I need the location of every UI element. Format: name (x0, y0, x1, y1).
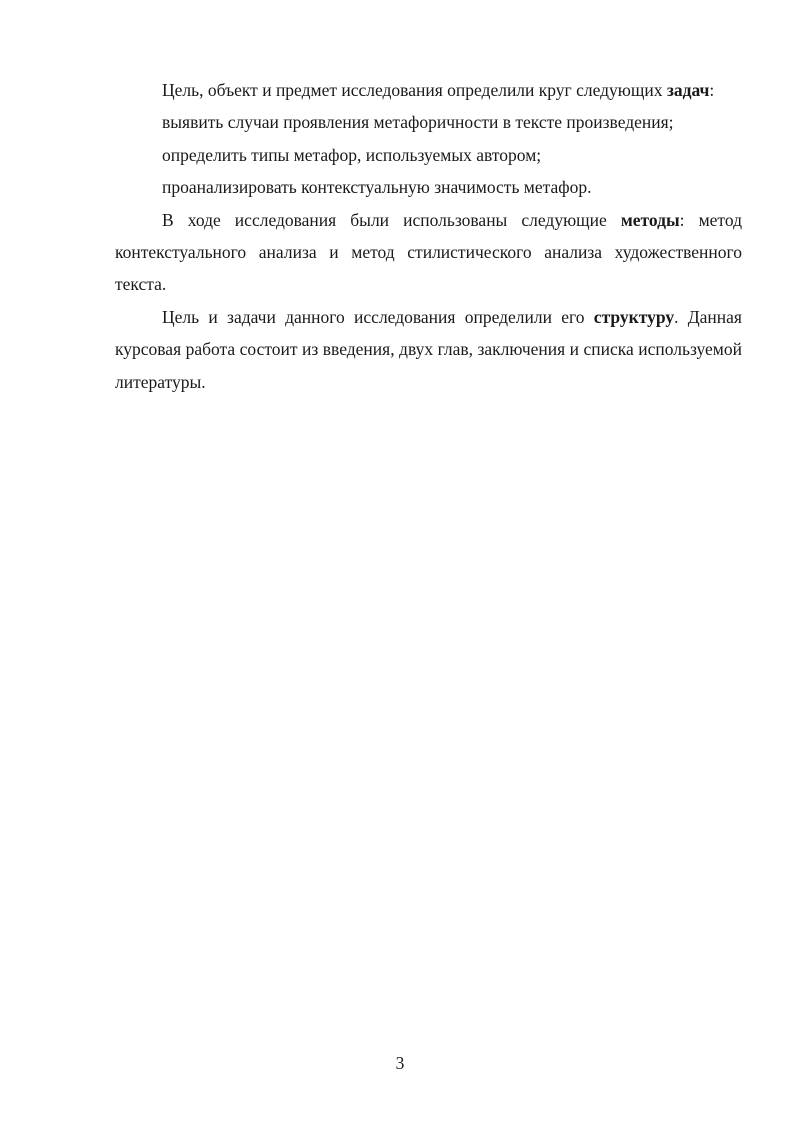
methods-keyword: методы (620, 209, 680, 230)
methods-intro-text: В ходе исследования были использованы следующие (162, 209, 621, 230)
task-item: выявить случаи проявления метафоричности в тексте произведения; (162, 112, 674, 133)
tasks-intro-colon: : (709, 80, 715, 100)
tasks-keyword: задач (666, 80, 710, 100)
structure-keyword: структуру (593, 306, 675, 327)
page-number: 3 (395, 1053, 405, 1073)
structure-paragraph (115, 301, 742, 398)
tasks-intro-paragraph (115, 74, 742, 106)
methods-paragraph (115, 204, 742, 301)
structure-intro-text: Цель и задачи данного исследования определили его (162, 306, 594, 327)
task-item: проанализировать контекстуальную значимость метафор. (162, 177, 592, 198)
document-body (115, 74, 742, 398)
structure-description: . Данная курсовая работа состоит из введения, двух глав, заключения и списка используемой литературы. (115, 306, 742, 392)
tasks-intro-text: Цель, объект и предмет исследования определили круг следующих (162, 80, 667, 100)
methods-description: : метод контекстуального анализа и метод стилистического анализа художественного текста. (115, 209, 742, 295)
task-item: определить типы метафор, используемых автором; (162, 144, 542, 165)
